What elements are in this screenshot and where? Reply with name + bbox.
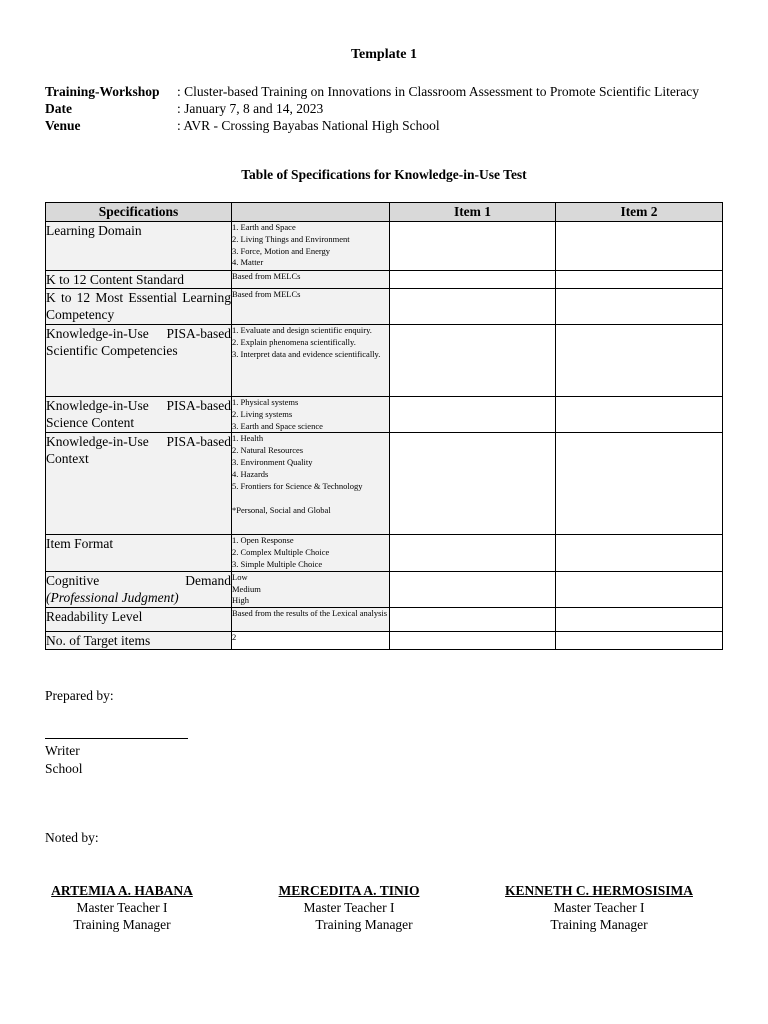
table-row: [46, 433, 723, 535]
column-header: Item 2: [556, 203, 723, 222]
row-details: [232, 433, 390, 535]
detail-line: Based from MELCs: [232, 289, 301, 299]
detail-line: High: [232, 595, 249, 606]
document-title: Template 1: [351, 47, 417, 62]
signatory-role: Training Manager: [315, 917, 413, 932]
meta-value: : Cluster-based Training on Innovations in Classroom Assessment to Promote Scientific Literacy: [177, 84, 700, 99]
signatory-position: Master Teacher I: [303, 900, 395, 915]
venue-row: [45, 117, 699, 134]
meta-label: Venue: [45, 118, 81, 133]
detail-line: 4. Matter: [232, 257, 264, 268]
meta-label: Training-Workshop: [45, 84, 160, 99]
school-label: School: [45, 761, 83, 776]
detail-line: 1. Physical systems: [232, 397, 299, 407]
detail-line: 2. Natural Resources: [232, 445, 304, 456]
item2-cell[interactable]: [556, 222, 723, 271]
item1-cell[interactable]: [390, 289, 556, 325]
detail-line: Based from MELCs: [232, 271, 301, 281]
item2-cell[interactable]: [556, 608, 723, 632]
detail-line: 1. Evaluate and design scientific enquiry.: [232, 325, 372, 335]
row-details: [232, 535, 390, 571]
row-details: [232, 632, 390, 650]
prepared-by-label: Prepared by:: [45, 688, 114, 703]
item1-cell[interactable]: [390, 608, 556, 632]
row-label: [46, 571, 232, 607]
row-label: Learning Domain: [46, 222, 232, 271]
signatory-position: Master Teacher I: [553, 900, 645, 915]
detail-line: *Personal, Social and Global: [232, 505, 331, 516]
detail-line: 3. Environment Quality: [232, 456, 313, 467]
row-label: Item Format: [46, 535, 232, 571]
row-label: Knowledge-in-Use PISA-based Science Content: [46, 397, 232, 433]
row-details: [232, 222, 390, 271]
table-title: Table of Specifications for Knowledge-in-Use Test: [241, 167, 527, 182]
item2-cell[interactable]: [556, 289, 723, 325]
row-label: Knowledge-in-Use PISA-based Context: [46, 433, 232, 535]
spacer: [232, 492, 389, 505]
row-label: K to 12 Content Standard: [46, 271, 232, 289]
table-row: [46, 535, 723, 571]
detail-line: 2: [232, 632, 237, 643]
item2-cell[interactable]: [556, 535, 723, 571]
row-label: No. of Target items: [46, 632, 232, 650]
detail-line: 2. Explain phenomena scientifically.: [232, 336, 356, 347]
item1-cell[interactable]: [390, 271, 556, 289]
table-row: [46, 608, 723, 632]
detail-line: 5. Frontiers for Science & Technology: [232, 480, 363, 491]
item2-cell[interactable]: [556, 325, 723, 397]
row-label: K to 12 Most Essential Learning Competency: [46, 289, 232, 325]
writer-block: [45, 742, 83, 778]
training-workshop-row: [45, 83, 699, 100]
item2-cell[interactable]: [556, 571, 723, 607]
column-header: Item 1: [390, 203, 556, 222]
date-row: [45, 100, 699, 117]
meta-value: : AVR - Crossing Bayabas National High School: [177, 118, 440, 133]
row-label-main: Cognitive Demand: [46, 572, 231, 588]
detail-line: 2. Living Things and Environment: [232, 233, 350, 244]
column-header: Specifications: [46, 203, 232, 222]
detail-line: 3. Simple Multiple Choice: [232, 558, 323, 569]
detail-line: 1. Earth and Space: [232, 222, 296, 232]
signatory-name: ARTEMIA A. HABANA: [51, 883, 193, 898]
item1-cell[interactable]: [390, 325, 556, 397]
signatory-role: Training Manager: [73, 917, 171, 932]
detail-line: 2. Complex Multiple Choice: [232, 547, 330, 558]
noted-by-label: Noted by:: [45, 830, 99, 845]
detail-line: 3. Interpret data and evidence scientifically.: [232, 348, 381, 359]
item2-cell[interactable]: [556, 397, 723, 433]
row-label: Knowledge-in-Use PISA-based Scientific Competencies: [46, 325, 232, 397]
item1-cell[interactable]: [390, 632, 556, 650]
item2-cell[interactable]: [556, 433, 723, 535]
item2-cell[interactable]: [556, 271, 723, 289]
row-details: [232, 608, 390, 632]
signatory-position: Master Teacher I: [76, 900, 168, 915]
signature-line: [45, 738, 188, 739]
table-row: [46, 397, 723, 433]
specifications-table: [45, 202, 723, 650]
detail-line: Based from the results of the Lexical analysis: [232, 608, 388, 619]
item1-cell[interactable]: [390, 571, 556, 607]
table-header-row: [46, 203, 723, 222]
table-row: [46, 271, 723, 289]
detail-line: Medium: [232, 583, 261, 594]
item1-cell[interactable]: [390, 397, 556, 433]
detail-line: 1. Open Response: [232, 535, 294, 546]
row-details: [232, 571, 390, 607]
training-info: [45, 83, 699, 134]
row-label: Readability Level: [46, 608, 232, 632]
signatory-name: MERCEDITA A. TINIO: [278, 883, 420, 898]
signatory-hermosisima: [479, 882, 719, 933]
row-details: [232, 325, 390, 397]
signatory-habana: [2, 882, 242, 933]
detail-line: 3. Earth and Space science: [232, 420, 323, 431]
signatory-role: Training Manager: [550, 917, 648, 932]
meta-value: : January 7, 8 and 14, 2023: [177, 101, 324, 116]
signatory-tinio: [229, 882, 469, 933]
row-details: [232, 289, 390, 325]
item1-cell[interactable]: [390, 222, 556, 271]
signatory-name: KENNETH C. HERMOSISIMA: [505, 883, 693, 898]
meta-label: Date: [45, 101, 72, 116]
column-header: [232, 203, 390, 222]
detail-line: 3. Force, Motion and Energy: [232, 245, 331, 256]
row-details: [232, 271, 390, 289]
writer-label: Writer: [45, 743, 80, 758]
detail-line: 4. Hazards: [232, 468, 269, 479]
table-row: [46, 222, 723, 271]
row-details: [232, 397, 390, 433]
item1-cell[interactable]: [390, 433, 556, 535]
table-row: [46, 571, 723, 607]
table-row: [46, 325, 723, 397]
table-row: [46, 289, 723, 325]
detail-line: 1. Health: [232, 433, 264, 444]
detail-line: 2. Living systems: [232, 408, 293, 419]
detail-line: Low: [232, 571, 248, 582]
item1-cell[interactable]: [390, 535, 556, 571]
table-row: [46, 632, 723, 650]
item2-cell[interactable]: [556, 632, 723, 650]
row-label-note: (Professional Judgment): [46, 589, 179, 605]
